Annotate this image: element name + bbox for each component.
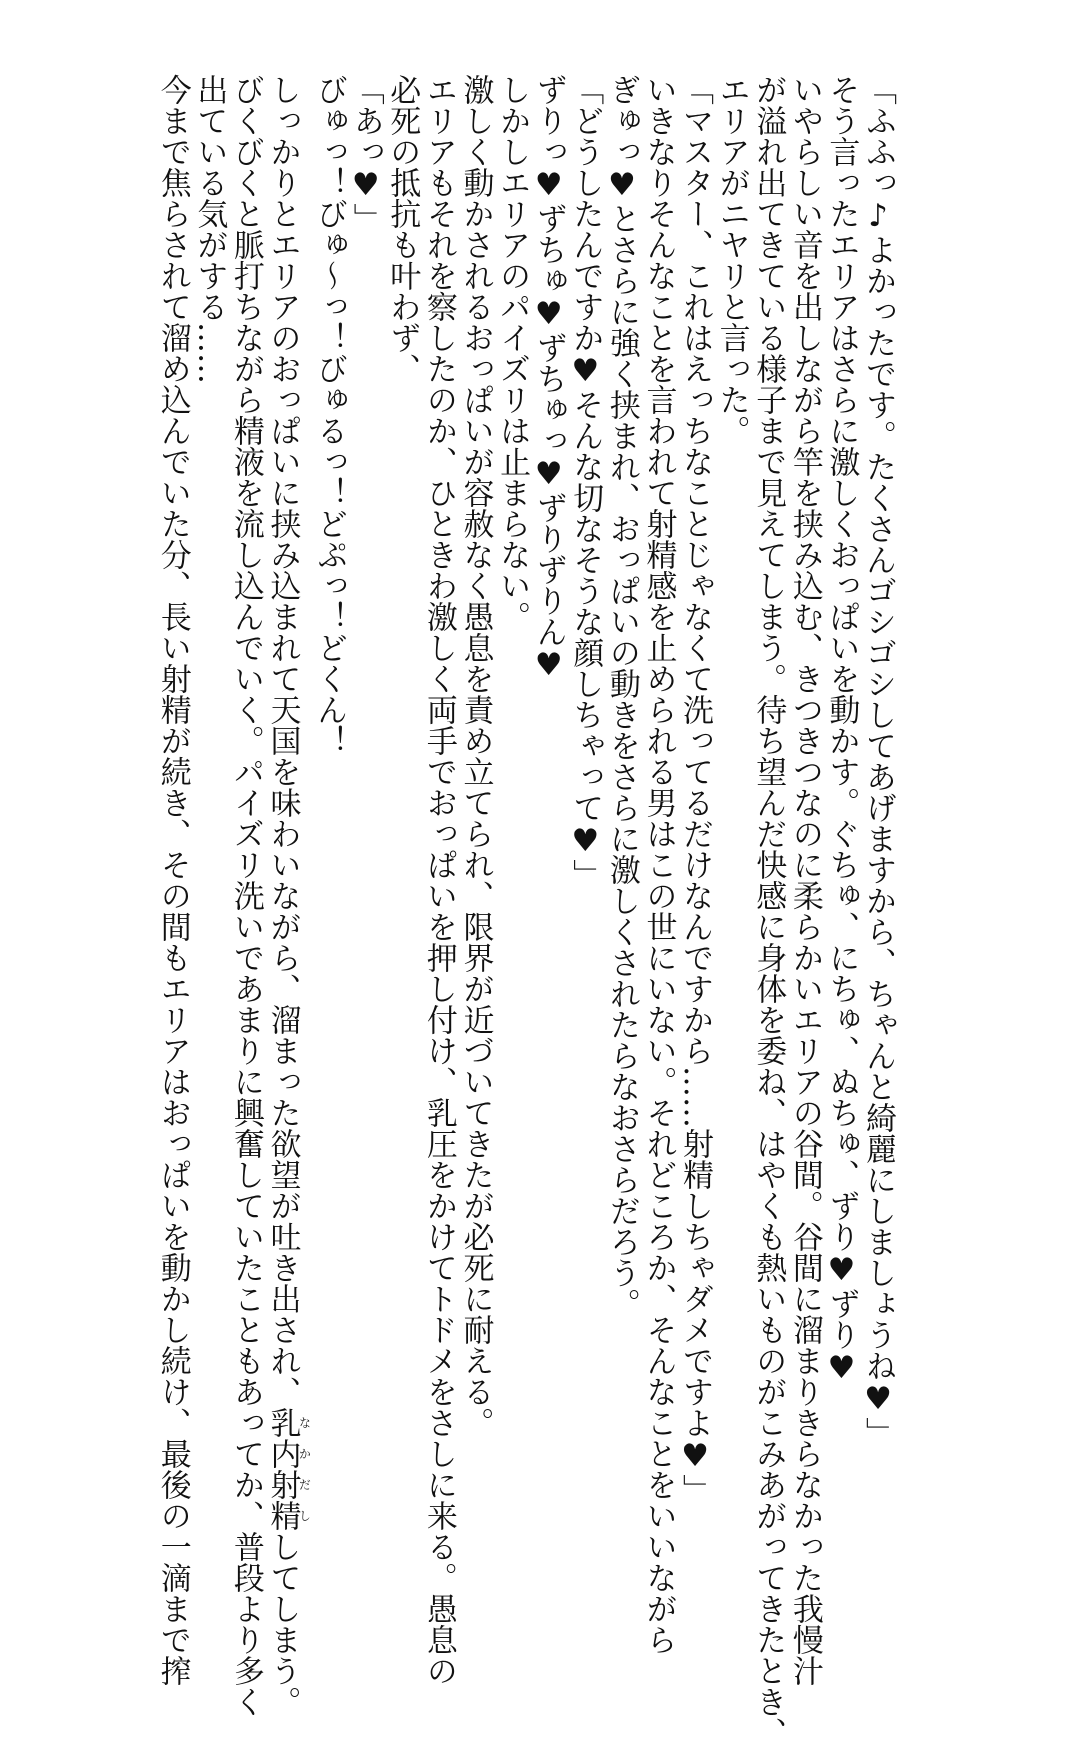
text-line: ずりっ♥ずちゅ♥ずちゅっ♥ずりずりん♥	[530, 74, 567, 683]
text-line: が溢れ出てきている様子まで見えてしまう。待ち望んだ快感に身体を委ね、はやくも熱いものがこみあがってきたとき、	[750, 74, 787, 1748]
ruby-word	[264, 1407, 312, 1531]
novel-page-text	[154, 74, 896, 1748]
text-line: エリアがニヤリと言った。	[713, 74, 750, 446]
text-line: そう言ったエリアはさらに激しくおっぱいを動かす。ぐちゅ、にちゅ、ぬちゅ、ずり♥ずり♥	[823, 74, 860, 1386]
text-line: 「ふふっ♪よかったです。たくさんゴシゴシしてあげますから、ちゃんと綺麗にしましょうね♥」	[860, 74, 896, 1448]
text-line-with-ruby	[264, 74, 312, 1717]
text-line: エリアもそれを察したのか、ひときわ激しく両手でおっぱいを押し付け、乳圧をかけてトドメをさしに来る。愚息の	[420, 74, 457, 1686]
text-line: いきなりそんなことを言われて射精感を止められる男はこの世にいない。それどころか、そんなことをいいながら	[640, 74, 677, 1655]
text-line: ぎゅっ♥とさらに強く挟まれ、おっぱいの動きをさらに激しくされたらなおさらだろう。	[603, 74, 640, 1319]
ruby-base: 乳内射精	[264, 1407, 301, 1531]
text-line: 「あっ♥」	[347, 74, 384, 234]
text-line: 激しく動かされるおっぱいが容赦なく愚息を責め立てられ、限界が近づいてきたが必死に耐える。	[457, 74, 494, 1438]
text-line: 今まで焦らされて溜め込んでいた分、長い射精が続き、その間もエリアはおっぱいを動かし続け、最後の一滴まで搾	[154, 74, 191, 1686]
text-line: びゅっ！びゅ～っ！びゅるっ！どぷっ！どくん！	[311, 74, 348, 756]
text-line: 「マスター、これはえっちなことじゃなくて洗ってるだけなんですから……射精しちゃダメですよ♥」	[677, 74, 714, 1505]
text-line: いやらしい音を出しながら竿を挟み込む、きつきつなのに柔らかいエリアの谷間。谷間に溜まりきらなかった我慢汁	[786, 74, 823, 1686]
text-line: 出ている気がする……	[191, 74, 228, 384]
text-segment: しっかりとエリアのおっぱいに挟み込まれて天国を味わいながら、溜まった欲望が吐き出され、	[264, 74, 301, 1407]
text-line: びくびくと脈打ちながら精液を流し込んでいく。パイズリ洗いであまりに興奮していたこともあってか、普段より多く	[227, 74, 264, 1717]
text-line: 必死の抵抗も叶わず、	[384, 74, 421, 384]
text-line: しかしエリアのパイズリは止まらない。	[494, 74, 531, 632]
ruby-reading: なかだし	[297, 1407, 312, 1531]
text-segment: してしまう。	[264, 1531, 301, 1717]
text-line: 「どうしたんですか♥そんな切なそうな顔しちゃって♥」	[567, 74, 604, 890]
